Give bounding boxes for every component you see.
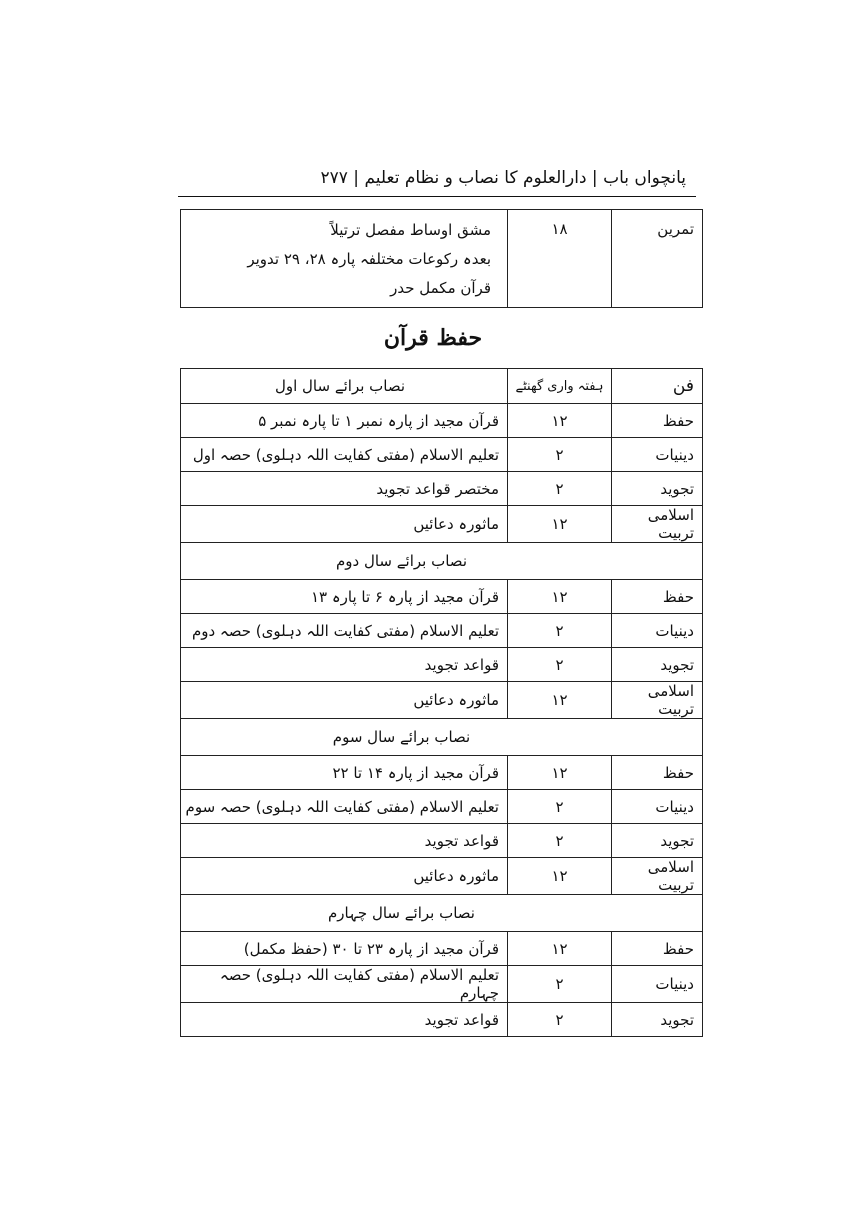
tamreen-fan: تمرین [612, 210, 703, 308]
tamreen-table [180, 209, 703, 308]
tamreen-line: بعدہ رکوعات مختلفہ پارہ ۲۸، ۲۹ تدویر [247, 250, 491, 268]
fan-cell: دینیات [612, 966, 703, 1003]
tamreen-line: قرآن مکمل حدر [390, 279, 491, 297]
fan-cell: تجوید [612, 824, 703, 858]
hours-cell: ۲ [508, 648, 612, 682]
syllabus-cell: قواعد تجوید [181, 648, 508, 682]
running-header [178, 160, 686, 196]
table-row [181, 648, 703, 682]
hours-cell: ۲ [508, 790, 612, 824]
tamreen-line: مشق اوساط مفصل ترتیلاً [330, 221, 491, 239]
hours-cell: ۱۲ [508, 932, 612, 966]
table-row [181, 404, 703, 438]
syllabus-cell: ماثورہ دعائیں [181, 506, 508, 543]
year-heading-cell [181, 543, 703, 580]
fan-cell: تجوید [612, 1003, 703, 1037]
table-row [181, 472, 703, 506]
running-header-text: پانچواں باب | دارالعلوم کا نصاب و نظام تعلیم | ۲۷۷ [320, 168, 686, 188]
hours-cell: ۱۲ [508, 756, 612, 790]
hours-cell: ۲ [508, 966, 612, 1003]
year-heading-row [181, 719, 703, 756]
table-row [181, 1003, 703, 1037]
tamreen-row [181, 210, 703, 308]
table-header-row [181, 369, 703, 404]
column-header-fan: فن [612, 369, 703, 404]
syllabus-cell: قرآن مجید از پارہ نمبر ۱ تا پارہ نمبر ۵ [181, 404, 508, 438]
syllabus-cell: تعلیم الاسلام (مفتی کفایت اللہ دہلوی) حصہ اول [181, 438, 508, 472]
fan-cell: اسلامی تربیت [612, 506, 703, 543]
section-title: حفظ قرآن [383, 325, 483, 351]
table-row [181, 824, 703, 858]
table-row [181, 858, 703, 895]
year-heading-cell [181, 719, 703, 756]
hours-cell: ۲ [508, 1003, 612, 1037]
column-header-syllabus: نصاب برائے سال اول [181, 369, 508, 404]
hours-cell: ۲ [508, 824, 612, 858]
fan-cell: دینیات [612, 790, 703, 824]
syllabus-cell: تعلیم الاسلام (مفتی کفایت اللہ دہلوی) حصہ دوم [181, 614, 508, 648]
syllabus-cell: قواعد تجوید [181, 1003, 508, 1037]
syllabus-cell: قرآن مجید از پارہ ۶ تا پارہ ۱۳ [181, 580, 508, 614]
fan-cell: دینیات [612, 438, 703, 472]
year-heading: نصاب برائے سال سوم [332, 728, 471, 746]
header-rule [178, 196, 696, 197]
hours-cell: ۱۲ [508, 858, 612, 895]
syllabus-cell: تعلیم الاسلام (مفتی کفایت اللہ دہلوی) حصہ چہارم [181, 966, 508, 1003]
column-header-hours: ہفتہ واری گھنٹے [508, 369, 612, 404]
hours-cell: ۱۲ [508, 506, 612, 543]
syllabus-cell: ماثورہ دعائیں [181, 682, 508, 719]
fan-cell: دینیات [612, 614, 703, 648]
hours-cell: ۱۲ [508, 404, 612, 438]
table-row [181, 614, 703, 648]
hours-cell: ۲ [508, 472, 612, 506]
syllabus-cell: ماثورہ دعائیں [181, 858, 508, 895]
tamreen-syllabus [181, 210, 508, 308]
year-heading: نصاب برائے سال چہارم [328, 904, 475, 922]
table-row [181, 756, 703, 790]
table-row [181, 438, 703, 472]
year-heading-cell [181, 895, 703, 932]
table-row [181, 682, 703, 719]
hifz-quran-table [180, 368, 703, 1037]
syllabus-cell: قواعد تجوید [181, 824, 508, 858]
year-heading: نصاب برائے سال دوم [335, 552, 467, 570]
table-row [181, 790, 703, 824]
syllabus-cell: مختصر قواعد تجوید [181, 472, 508, 506]
fan-cell: حفظ [612, 580, 703, 614]
fan-cell: اسلامی تربیت [612, 682, 703, 719]
fan-cell: تجوید [612, 648, 703, 682]
table-row [181, 966, 703, 1003]
fan-cell: حفظ [612, 404, 703, 438]
syllabus-cell: قرآن مجید از پارہ ۱۴ تا ۲۲ [181, 756, 508, 790]
hours-cell: ۱۲ [508, 682, 612, 719]
year-heading-row [181, 543, 703, 580]
hours-cell: ۲ [508, 438, 612, 472]
year-heading-row [181, 895, 703, 932]
table-row [181, 506, 703, 543]
tamreen-hours: ۱۸ [508, 210, 612, 308]
table-row [181, 932, 703, 966]
fan-cell: تجوید [612, 472, 703, 506]
fan-cell: اسلامی تربیت [612, 858, 703, 895]
syllabus-cell: تعلیم الاسلام (مفتی کفایت اللہ دہلوی) حصہ سوم [181, 790, 508, 824]
fan-cell: حفظ [612, 756, 703, 790]
fan-cell: حفظ [612, 932, 703, 966]
table-row [181, 580, 703, 614]
hours-cell: ۲ [508, 614, 612, 648]
hours-cell: ۱۲ [508, 580, 612, 614]
syllabus-cell: قرآن مجید از پارہ ۲۳ تا ۳۰ (حفظ مکمل) [181, 932, 508, 966]
